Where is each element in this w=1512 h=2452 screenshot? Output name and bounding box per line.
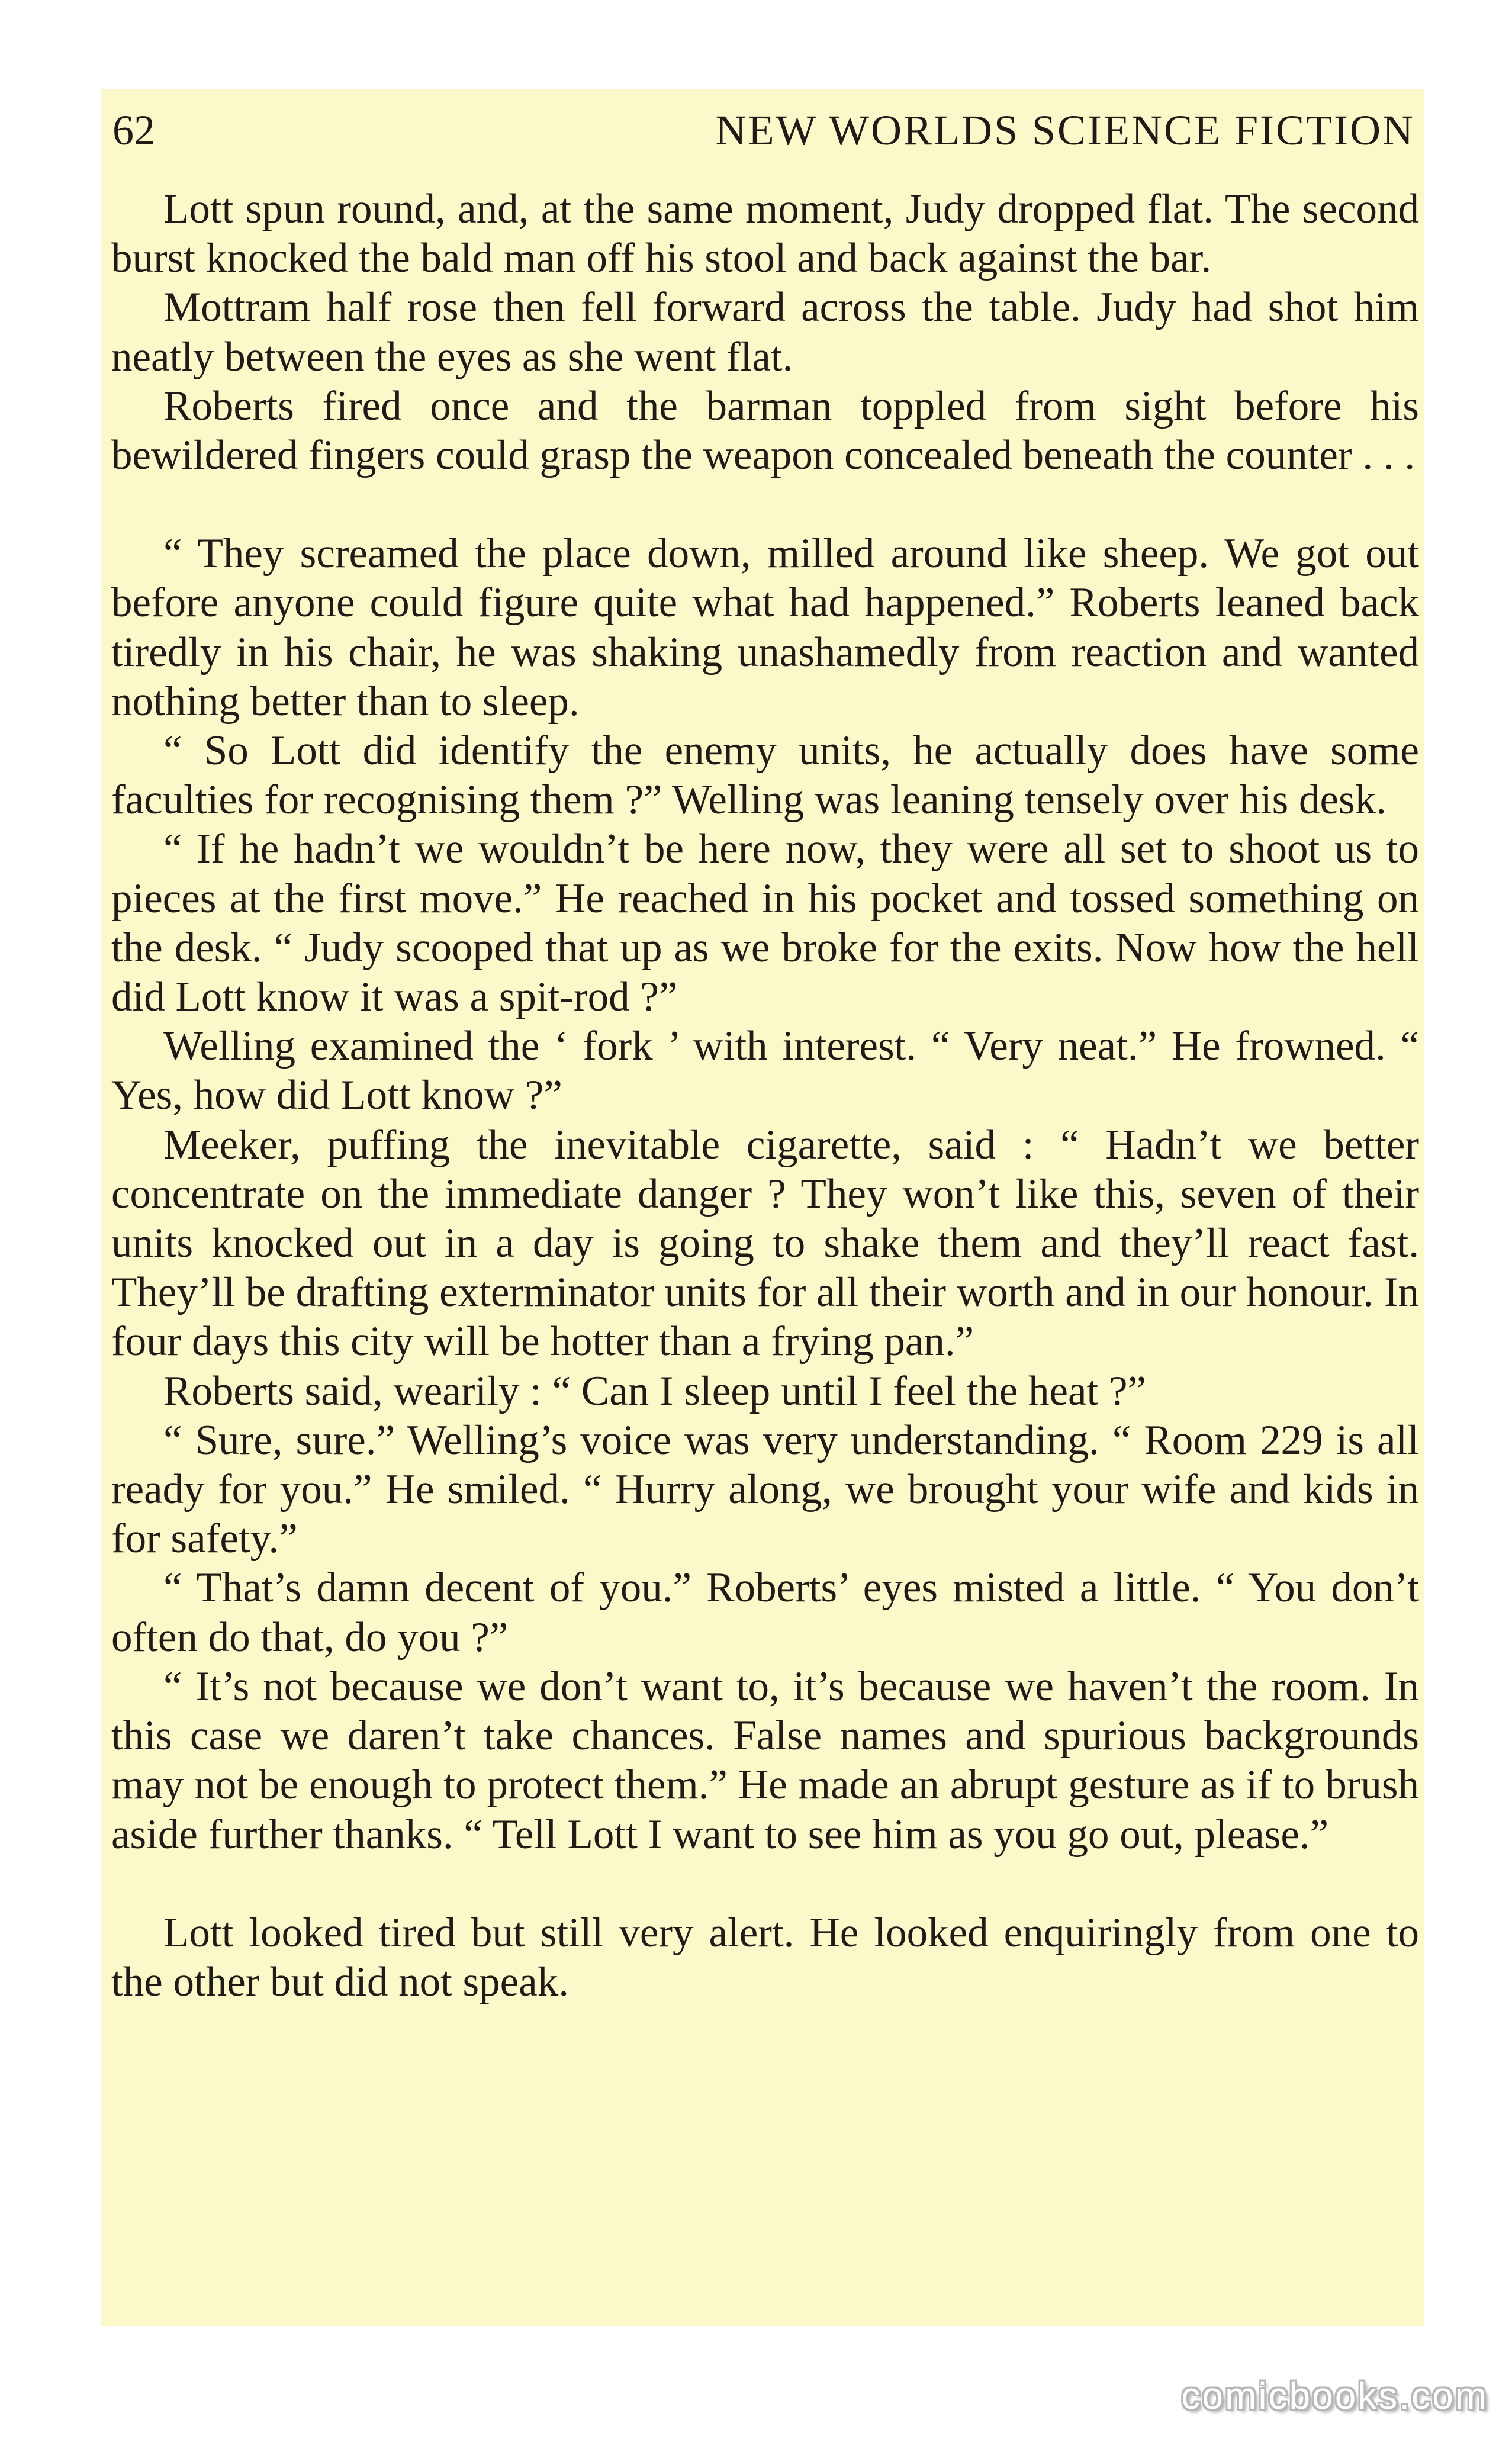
running-title: NEW WORLDS SCIENCE FICTION xyxy=(715,107,1415,154)
scanned-page xyxy=(101,89,1424,2326)
paragraph: “ It’s not because we don’t want to, it’s because we haven’t the room. In this case we daren’t take chances. False names and spurious backgrounds may not be enough to protect them.” He made an abrupt gesture as if to brush aside further thanks. “ Tell Lott I want to see him as you go out, please.” xyxy=(111,1663,1419,1858)
page-number: 62 xyxy=(112,107,155,154)
paragraph: “ They screamed the place down, milled around like sheep. We got out before anyone could figure quite what had happened.” Roberts leaned back tiredly in his chair, he was shaking unashamedly from reaction and wanted nothing better than to sleep. xyxy=(111,530,1419,725)
paragraph: “ That’s damn decent of you.” Roberts’ eyes misted a little. “ You don’t often do that, do you ?” xyxy=(111,1565,1419,1661)
watermark-logo: comicbooks.com xyxy=(1181,2374,1488,2417)
running-header xyxy=(112,99,1415,162)
paragraph: Mottram half rose then fell forward across the table. Judy had shot him neatly between the eyes as she went flat. xyxy=(111,284,1419,380)
paragraph: Lott spun round, and, at the same moment, Judy dropped flat. The second burst knocked the bald man off his stool and back against the bar. xyxy=(111,186,1419,282)
paragraph: “ Sure, sure.” Welling’s voice was very understanding. “ Room 229 is all ready for you.” He smiled. “ Hurry along, we brought your wife and kids in for safety.” xyxy=(111,1417,1419,1562)
paragraph: Roberts fired once and the barman toppled from sight before his bewildered fingers could grasp the weapon concealed beneath the counter . . . xyxy=(111,382,1419,479)
paragraph: Meeker, puffing the inevitable cigarette, said : “ Hadn’t we better concentrate on the immediate danger ? They won’t like this, seven of their units knocked out in a day is going to shake them and they’ll react fast. They’ll be drafting exterminator units for all their worth and in our honour. In four days this city will be hotter than a frying pan.” xyxy=(111,1121,1419,1365)
paragraph: Welling examined the ‘ fork ’ with interest. “ Very neat.” He frowned. “ Yes, how did Lott know ?” xyxy=(111,1023,1419,1119)
paragraph: “ So Lott did identify the enemy units, he actually does have some faculties for recognising them ?” Welling was leaning tensely over his desk. xyxy=(111,728,1419,823)
body-text xyxy=(111,185,1419,2007)
paragraph: “ If he hadn’t we wouldn’t be here now, they were all set to shoot us to pieces at the first move.” He reached in his pocket and tossed something on the desk. “ Judy scooped that up as we broke for the exits. Now how the hell did Lott know it was a spit-rod ?” xyxy=(111,826,1419,1021)
paragraph: Roberts said, wearily : “ Can I sleep until I feel the heat ?” xyxy=(163,1367,1147,1414)
paragraph: Lott looked tired but still very alert. He looked enquiringly from one to the other but did not speak. xyxy=(111,1909,1419,2005)
